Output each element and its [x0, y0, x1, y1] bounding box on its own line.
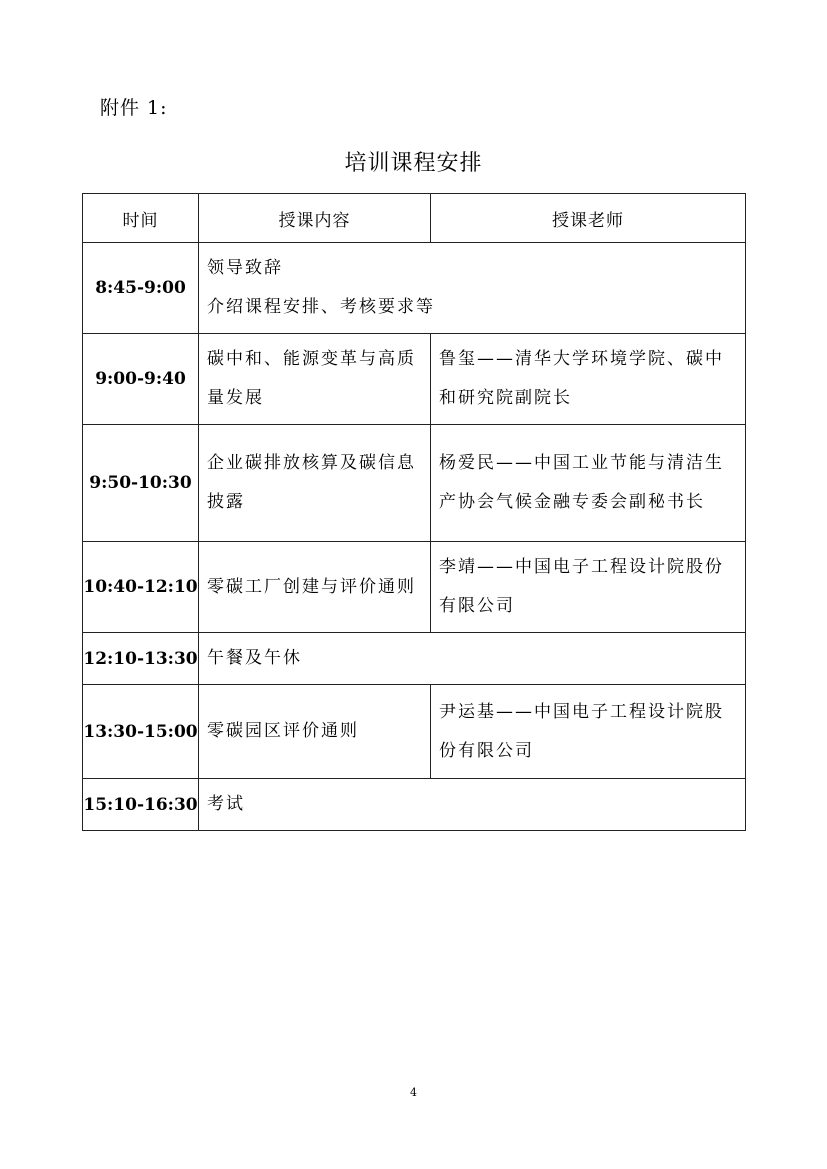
row-time: 9:00-9:40: [83, 334, 199, 425]
teacher-line: 杨爱民——中国工业节能与清洁生: [439, 453, 724, 473]
teacher-line: 份有限公司: [439, 740, 534, 761]
page-title: 培训课程安排: [344, 151, 483, 176]
content-line: 考试: [207, 794, 245, 814]
table-row: [83, 334, 746, 425]
content-line: 碳中和、能源变革与高质: [207, 349, 416, 369]
teacher-line: 产协会气候金融专委会副秘书长: [439, 492, 705, 512]
teacher-line: 尹运基——中国电子工程设计院股: [439, 701, 724, 722]
content-line: 零碳工厂创建与评价通则: [207, 576, 416, 597]
content-line: 介绍课程安排、考核要求等: [207, 297, 435, 317]
row-time: 13:30-15:00: [83, 685, 199, 779]
row-content: [199, 633, 746, 685]
header-teacher: 授课老师: [431, 194, 746, 243]
header-time: 时间: [83, 194, 199, 243]
attachment-label: 附件 1:: [100, 97, 168, 119]
row-teacher: [431, 542, 746, 633]
row-content: [199, 779, 746, 831]
table-row: [83, 685, 746, 779]
header-content: 授课内容: [199, 194, 431, 243]
table-row: [83, 779, 746, 831]
row-content: [199, 542, 431, 633]
teacher-line: 李靖——中国电子工程设计院股份: [439, 557, 724, 577]
table-row: [83, 633, 746, 685]
teacher-line: 鲁玺——清华大学环境学院、碳中: [439, 349, 724, 369]
table-row: [83, 425, 746, 542]
row-time: 8:45-9:00: [83, 243, 199, 334]
table-row: [83, 243, 746, 334]
row-content: [199, 243, 746, 334]
row-content: [199, 334, 431, 425]
content-line: 企业碳排放核算及碳信息: [207, 453, 416, 473]
content-line: 披露: [207, 492, 245, 512]
row-teacher: [431, 334, 746, 425]
page-number: 4: [410, 1086, 417, 1099]
row-time: 15:10-16:30: [83, 779, 199, 831]
row-content: [199, 425, 431, 542]
content-line: 零碳园区评价通则: [207, 721, 359, 741]
row-time: 9:50-10:30: [83, 425, 199, 542]
table-header-row: [83, 194, 746, 243]
content-line: 领导致辞: [207, 258, 283, 278]
content-line: 午餐及午休: [207, 648, 302, 668]
row-time: 12:10-13:30: [83, 633, 199, 685]
teacher-line: 和研究院副院长: [439, 388, 572, 408]
teacher-line: 有限公司: [439, 596, 515, 616]
row-teacher: [431, 425, 746, 542]
schedule-table: [82, 193, 746, 831]
row-teacher: [431, 685, 746, 779]
content-line: 量发展: [207, 388, 264, 408]
table-row: [83, 542, 746, 633]
row-time: 10:40-12:10: [83, 542, 199, 633]
row-content: [199, 685, 431, 779]
